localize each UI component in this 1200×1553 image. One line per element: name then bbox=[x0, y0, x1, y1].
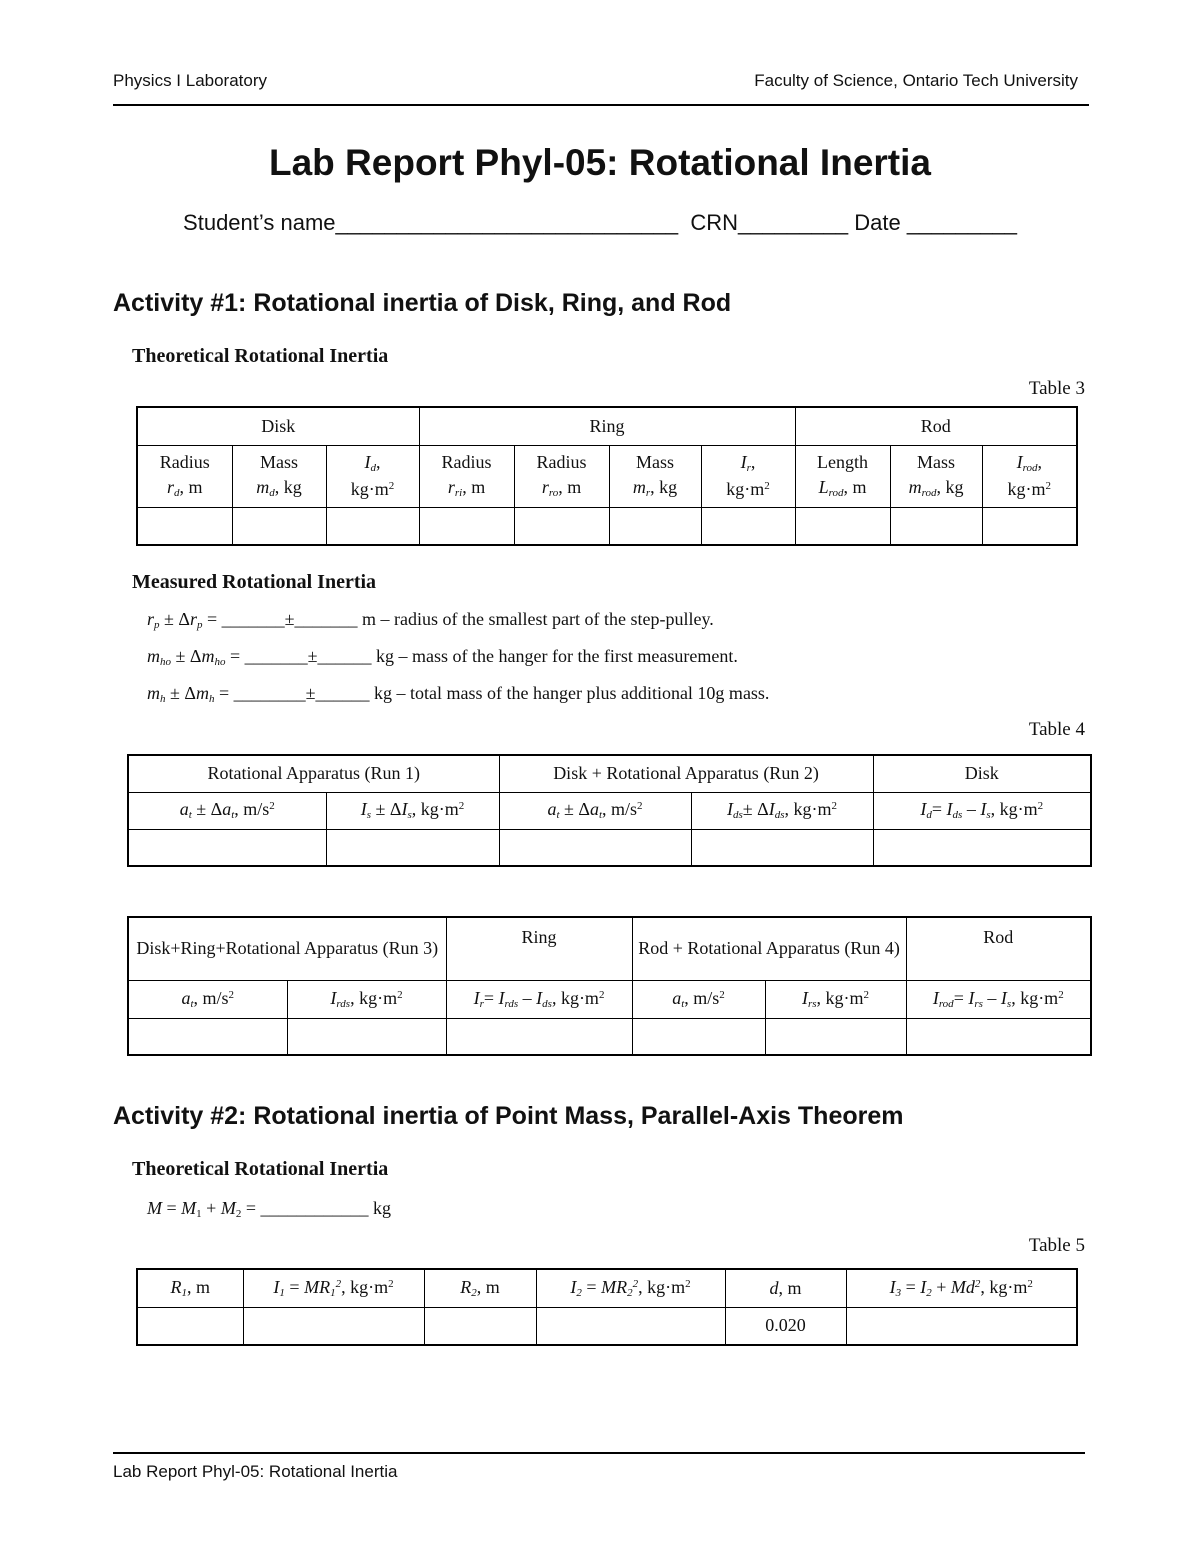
table4-cell[interactable] bbox=[128, 829, 326, 866]
table3-col-ring-inertia: $I_r$, $kg\cdot m^2$ bbox=[701, 445, 795, 507]
table4-group-run2: Disk + Rotational Apparatus (Run 2) bbox=[499, 755, 873, 792]
activity2-theoretical-heading: Theoretical Rotational Inertia bbox=[132, 1158, 389, 1180]
header-left: Physics I Laboratory bbox=[113, 71, 268, 90]
table4-col-at: $a_t \pm \Delta a_t$, $m/s^2$ bbox=[128, 792, 326, 829]
activity1-heading: Activity #1: Rotational inertia of Disk, Ring, and Rod bbox=[113, 289, 732, 317]
measured-heading: Measured Rotational Inertia bbox=[132, 571, 377, 593]
measured-line-pulley: $r_p \pm \Delta r_p$ = _______±_______ m – radius of the smallest part of the step-pulley. bbox=[147, 609, 714, 631]
measured-line-total: $m_h \pm \Delta m_h$ = ________±______ kg – total mass of the hanger plus additional 10g mass. bbox=[147, 683, 770, 705]
activity1-theoretical-heading: Theoretical Rotational Inertia bbox=[132, 345, 389, 367]
page-title: Lab Report Phyl-05: Rotational Inertia bbox=[269, 142, 931, 183]
table5-col-i2: $I_2 = MR_2^2$, $kg\cdot m^2$ bbox=[536, 1269, 725, 1307]
table4-group-disk: Disk bbox=[873, 755, 1091, 792]
table4-caption: Table 4 bbox=[1028, 719, 1085, 740]
header-right: Faculty of Science, Ontario Tech University bbox=[754, 71, 1078, 90]
table4-cell[interactable] bbox=[326, 829, 499, 866]
table5-col-r1: $R_1$, m bbox=[137, 1269, 243, 1307]
table3-cell[interactable] bbox=[419, 507, 514, 545]
table4-cell[interactable] bbox=[873, 829, 1091, 866]
footer-rule bbox=[113, 1452, 1085, 1454]
table3-cell[interactable] bbox=[795, 507, 890, 545]
table5-cell[interactable] bbox=[846, 1307, 1077, 1345]
table5 bbox=[136, 1268, 1078, 1346]
table3-cell[interactable] bbox=[701, 507, 795, 545]
table4b-cell[interactable] bbox=[632, 1018, 765, 1055]
table5-col-i1: $I_1 = MR_1^2$, $kg\cdot m^2$ bbox=[243, 1269, 424, 1307]
table5-cell[interactable] bbox=[536, 1307, 725, 1345]
table3-col-rod-length: Length $L_{rod}$, m bbox=[795, 445, 890, 507]
table4b-col-at2: $a_t$, $m/s^2$ bbox=[632, 980, 765, 1018]
table4 bbox=[127, 754, 1092, 867]
measured-line-hanger: $m_{ho} \pm \Delta m_{ho}$ = _______±______ kg – mass of the hanger for the first measurement. bbox=[147, 646, 738, 668]
table3-col-disk-inertia: $I_d$, $kg\cdot m^2$ bbox=[326, 445, 419, 507]
table3-cell[interactable] bbox=[232, 507, 326, 545]
table3-cell[interactable] bbox=[137, 507, 232, 545]
table3-col-ring-radius-inner: Radius $r_{ri}$, m bbox=[419, 445, 514, 507]
table5-col-i3: $I_3 = I_2 + Md^2$, $kg\cdot m^2$ bbox=[846, 1269, 1077, 1307]
table4-col-is: $I_s \pm \Delta I_s$, $kg\cdot m^2$ bbox=[326, 792, 499, 829]
footer-text: Lab Report Phyl-05: Rotational Inertia bbox=[113, 1462, 398, 1481]
table4b-col-irds: $I_{rds}$, $kg\cdot m^2$ bbox=[287, 980, 446, 1018]
table3 bbox=[136, 406, 1078, 546]
activity2-heading: Activity #2: Rotational inertia of Point Mass, Parallel-Axis Theorem bbox=[113, 1102, 904, 1130]
table3-caption: Table 3 bbox=[1028, 378, 1085, 399]
table5-cell[interactable] bbox=[137, 1307, 243, 1345]
table4b-cell[interactable] bbox=[128, 1018, 287, 1055]
table4b-col-at: $a_t$, $m/s^2$ bbox=[128, 980, 287, 1018]
table4b-group-ring: Ring bbox=[446, 917, 632, 980]
total-mass-line: $M = M_1 + M_2$ = ____________ kg bbox=[147, 1198, 391, 1220]
table3-col-disk-mass: Mass $m_d$, kg bbox=[232, 445, 326, 507]
table4-group-run1: Rotational Apparatus (Run 1) bbox=[128, 755, 499, 792]
table5-col-d: d, m bbox=[725, 1269, 846, 1307]
table3-col-rod-inertia: $I_{rod}$, $kg\cdot m^2$ bbox=[982, 445, 1077, 507]
table3-col-ring-radius-outer: Radius $r_{ro}$, m bbox=[514, 445, 609, 507]
table4b-group-run3: Disk+Ring+Rotational Apparatus (Run 3) bbox=[128, 917, 446, 980]
table3-cell[interactable] bbox=[982, 507, 1077, 545]
table5-cell[interactable] bbox=[424, 1307, 536, 1345]
table4b-cell[interactable] bbox=[287, 1018, 446, 1055]
table3-col-ring-mass: Mass $m_r$, kg bbox=[609, 445, 701, 507]
header-rule bbox=[113, 104, 1089, 106]
table3-group-ring: Ring bbox=[419, 407, 795, 445]
table4-col-ids: $I_{ds}\pm \Delta I_{ds}$, $kg\cdot m^2$ bbox=[691, 792, 873, 829]
table4b-col-ir: $I_r= I_{rds} - I_{ds}$, $kg\cdot m^2$ bbox=[446, 980, 632, 1018]
table4b-group-rod: Rod bbox=[906, 917, 1091, 980]
table3-group-disk: Disk bbox=[137, 407, 419, 445]
table4-col-id: $I_d= I_{ds} - I_s$, $kg\cdot m^2$ bbox=[873, 792, 1091, 829]
table3-cell[interactable] bbox=[326, 507, 419, 545]
table4b bbox=[127, 916, 1092, 1056]
table4b-col-irod: $I_{rod}= I_{rs} - I_s$, $kg\cdot m^2$ bbox=[906, 980, 1091, 1018]
table3-col-rod-mass: Mass $m_{rod}$, kg bbox=[890, 445, 982, 507]
table4b-cell[interactable] bbox=[446, 1018, 632, 1055]
table4b-cell[interactable] bbox=[765, 1018, 906, 1055]
student-info-line: Student’s name____________________________ CRN_________ Date _________ bbox=[183, 210, 1017, 235]
table3-cell[interactable] bbox=[890, 507, 982, 545]
table3-cell[interactable] bbox=[609, 507, 701, 545]
table4-col-at2: $a_t \pm \Delta a_t$, $m/s^2$ bbox=[499, 792, 691, 829]
table5-d-value: 0.020 bbox=[725, 1307, 846, 1345]
table5-col-r2: $R_2$, m bbox=[424, 1269, 536, 1307]
table4b-cell[interactable] bbox=[906, 1018, 1091, 1055]
table5-cell[interactable] bbox=[243, 1307, 424, 1345]
table3-group-rod: Rod bbox=[795, 407, 1077, 445]
table3-cell[interactable] bbox=[514, 507, 609, 545]
table4-cell[interactable] bbox=[499, 829, 691, 866]
table5-caption: Table 5 bbox=[1028, 1235, 1085, 1256]
table3-col-disk-radius: Radius $r_d$, m bbox=[137, 445, 232, 507]
table4b-group-run4: Rod + Rotational Apparatus (Run 4) bbox=[632, 917, 906, 980]
table4b-col-irs: $I_{rs}$, $kg\cdot m^2$ bbox=[765, 980, 906, 1018]
table4-cell[interactable] bbox=[691, 829, 873, 866]
